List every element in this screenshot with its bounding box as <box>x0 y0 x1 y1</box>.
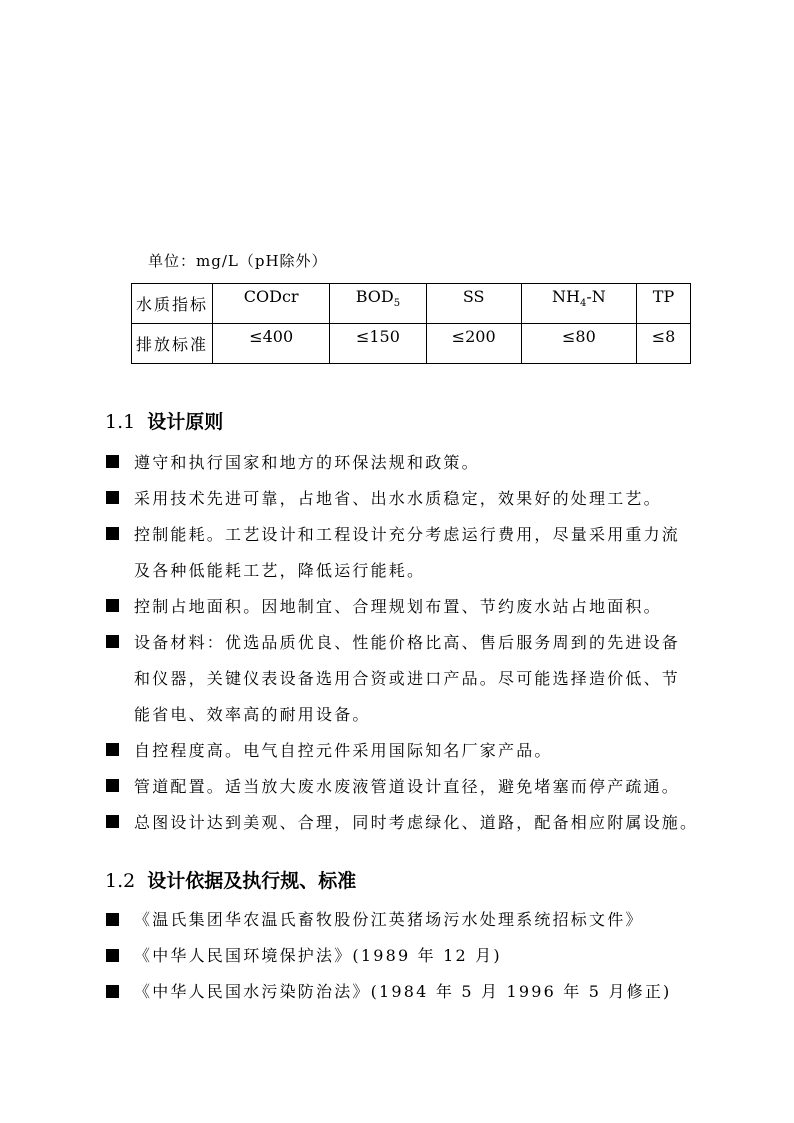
row-label-indicator: 水质指标 <box>132 284 213 324</box>
list-item: 《温氏集团华农温氏畜牧股份江英猪场污水处理系统招标文件》 <box>134 910 644 929</box>
list-item: 遵守和执行国家和地方的环保法规和政策。 <box>134 453 480 472</box>
square-bullet-icon <box>106 743 119 756</box>
square-bullet-icon <box>106 779 119 792</box>
value-ss: ≤200 <box>426 324 521 364</box>
value-nh4n: ≤80 <box>521 324 636 364</box>
square-bullet-icon <box>106 455 119 468</box>
value-codcr: ≤400 <box>213 324 330 364</box>
square-bullet-icon <box>106 527 119 540</box>
list-item: 管道配置。适当放大废水废液管道设计直径，避免堵塞而停产疏通。 <box>134 777 681 796</box>
section-number: 1.1 <box>105 411 136 433</box>
list-item: 《中华人民国水污染防治法》(1984 年 5 月 1996 年 5 月修正) <box>134 982 672 1001</box>
list-item: 控制占地面积。因地制宜、合理规划布置、节约废水站占地面积。 <box>134 597 662 616</box>
list-item-continuation: 及各种低能耗工艺，降低运行能耗。 <box>134 561 426 580</box>
section-title: 设计依据及执行规、标准 <box>147 870 357 892</box>
list-item: 设备材料：优选品质优良、性能价格比高、售后服务周到的先进设备 <box>134 633 681 652</box>
square-bullet-icon <box>106 491 119 504</box>
unit-note: 单位：mg/L（pH除外） <box>148 252 328 270</box>
header-bod5: $BOD_5$ <box>330 284 426 324</box>
square-bullet-icon <box>106 635 119 648</box>
list-item: 控制能耗。工艺设计和工程设计充分考虑运行费用，尽量采用重力流 <box>134 525 681 544</box>
section-heading-1-1 <box>105 407 223 434</box>
square-bullet-icon <box>106 913 119 926</box>
list-item: 《中华人民国环境保护法》(1989 年 12 月) <box>134 946 502 965</box>
square-bullet-icon <box>106 815 119 828</box>
square-bullet-icon <box>106 599 119 612</box>
table-header-row <box>132 284 691 324</box>
list-item-continuation: 和仪器，关键仪表设备选用合资或进口产品。尽可能选择造价低、节 <box>134 669 681 688</box>
value-tp: ≤8 <box>636 324 690 364</box>
header-tp: TP <box>636 284 690 324</box>
table-value-row <box>132 324 691 364</box>
list-item-continuation: 能省电、效率高的耐用设备。 <box>134 705 371 724</box>
section-number: 1.2 <box>105 870 136 892</box>
value-bod5: ≤150 <box>330 324 426 364</box>
square-bullet-icon <box>106 985 119 998</box>
header-codcr: CODcr <box>213 284 330 324</box>
header-nh4n: $NH_4-N$ <box>521 284 636 324</box>
section-title: 设计原则 <box>147 411 224 433</box>
list-item: 采用技术先进可靠，占地省、出水水质稳定，效果好的处理工艺。 <box>134 489 662 508</box>
list-item: 总图设计达到美观、合理，同时考虑绿化、道路，配备相应附属设施。 <box>134 813 699 832</box>
square-bullet-icon <box>106 949 119 962</box>
header-ss: SS <box>426 284 521 324</box>
section-heading-1-2 <box>105 866 356 893</box>
list-item: 自控程度高。电气自控元件采用国际知名厂家产品。 <box>134 741 553 760</box>
row-label-standard: 排放标准 <box>132 324 213 364</box>
water-standard-table <box>131 283 691 364</box>
